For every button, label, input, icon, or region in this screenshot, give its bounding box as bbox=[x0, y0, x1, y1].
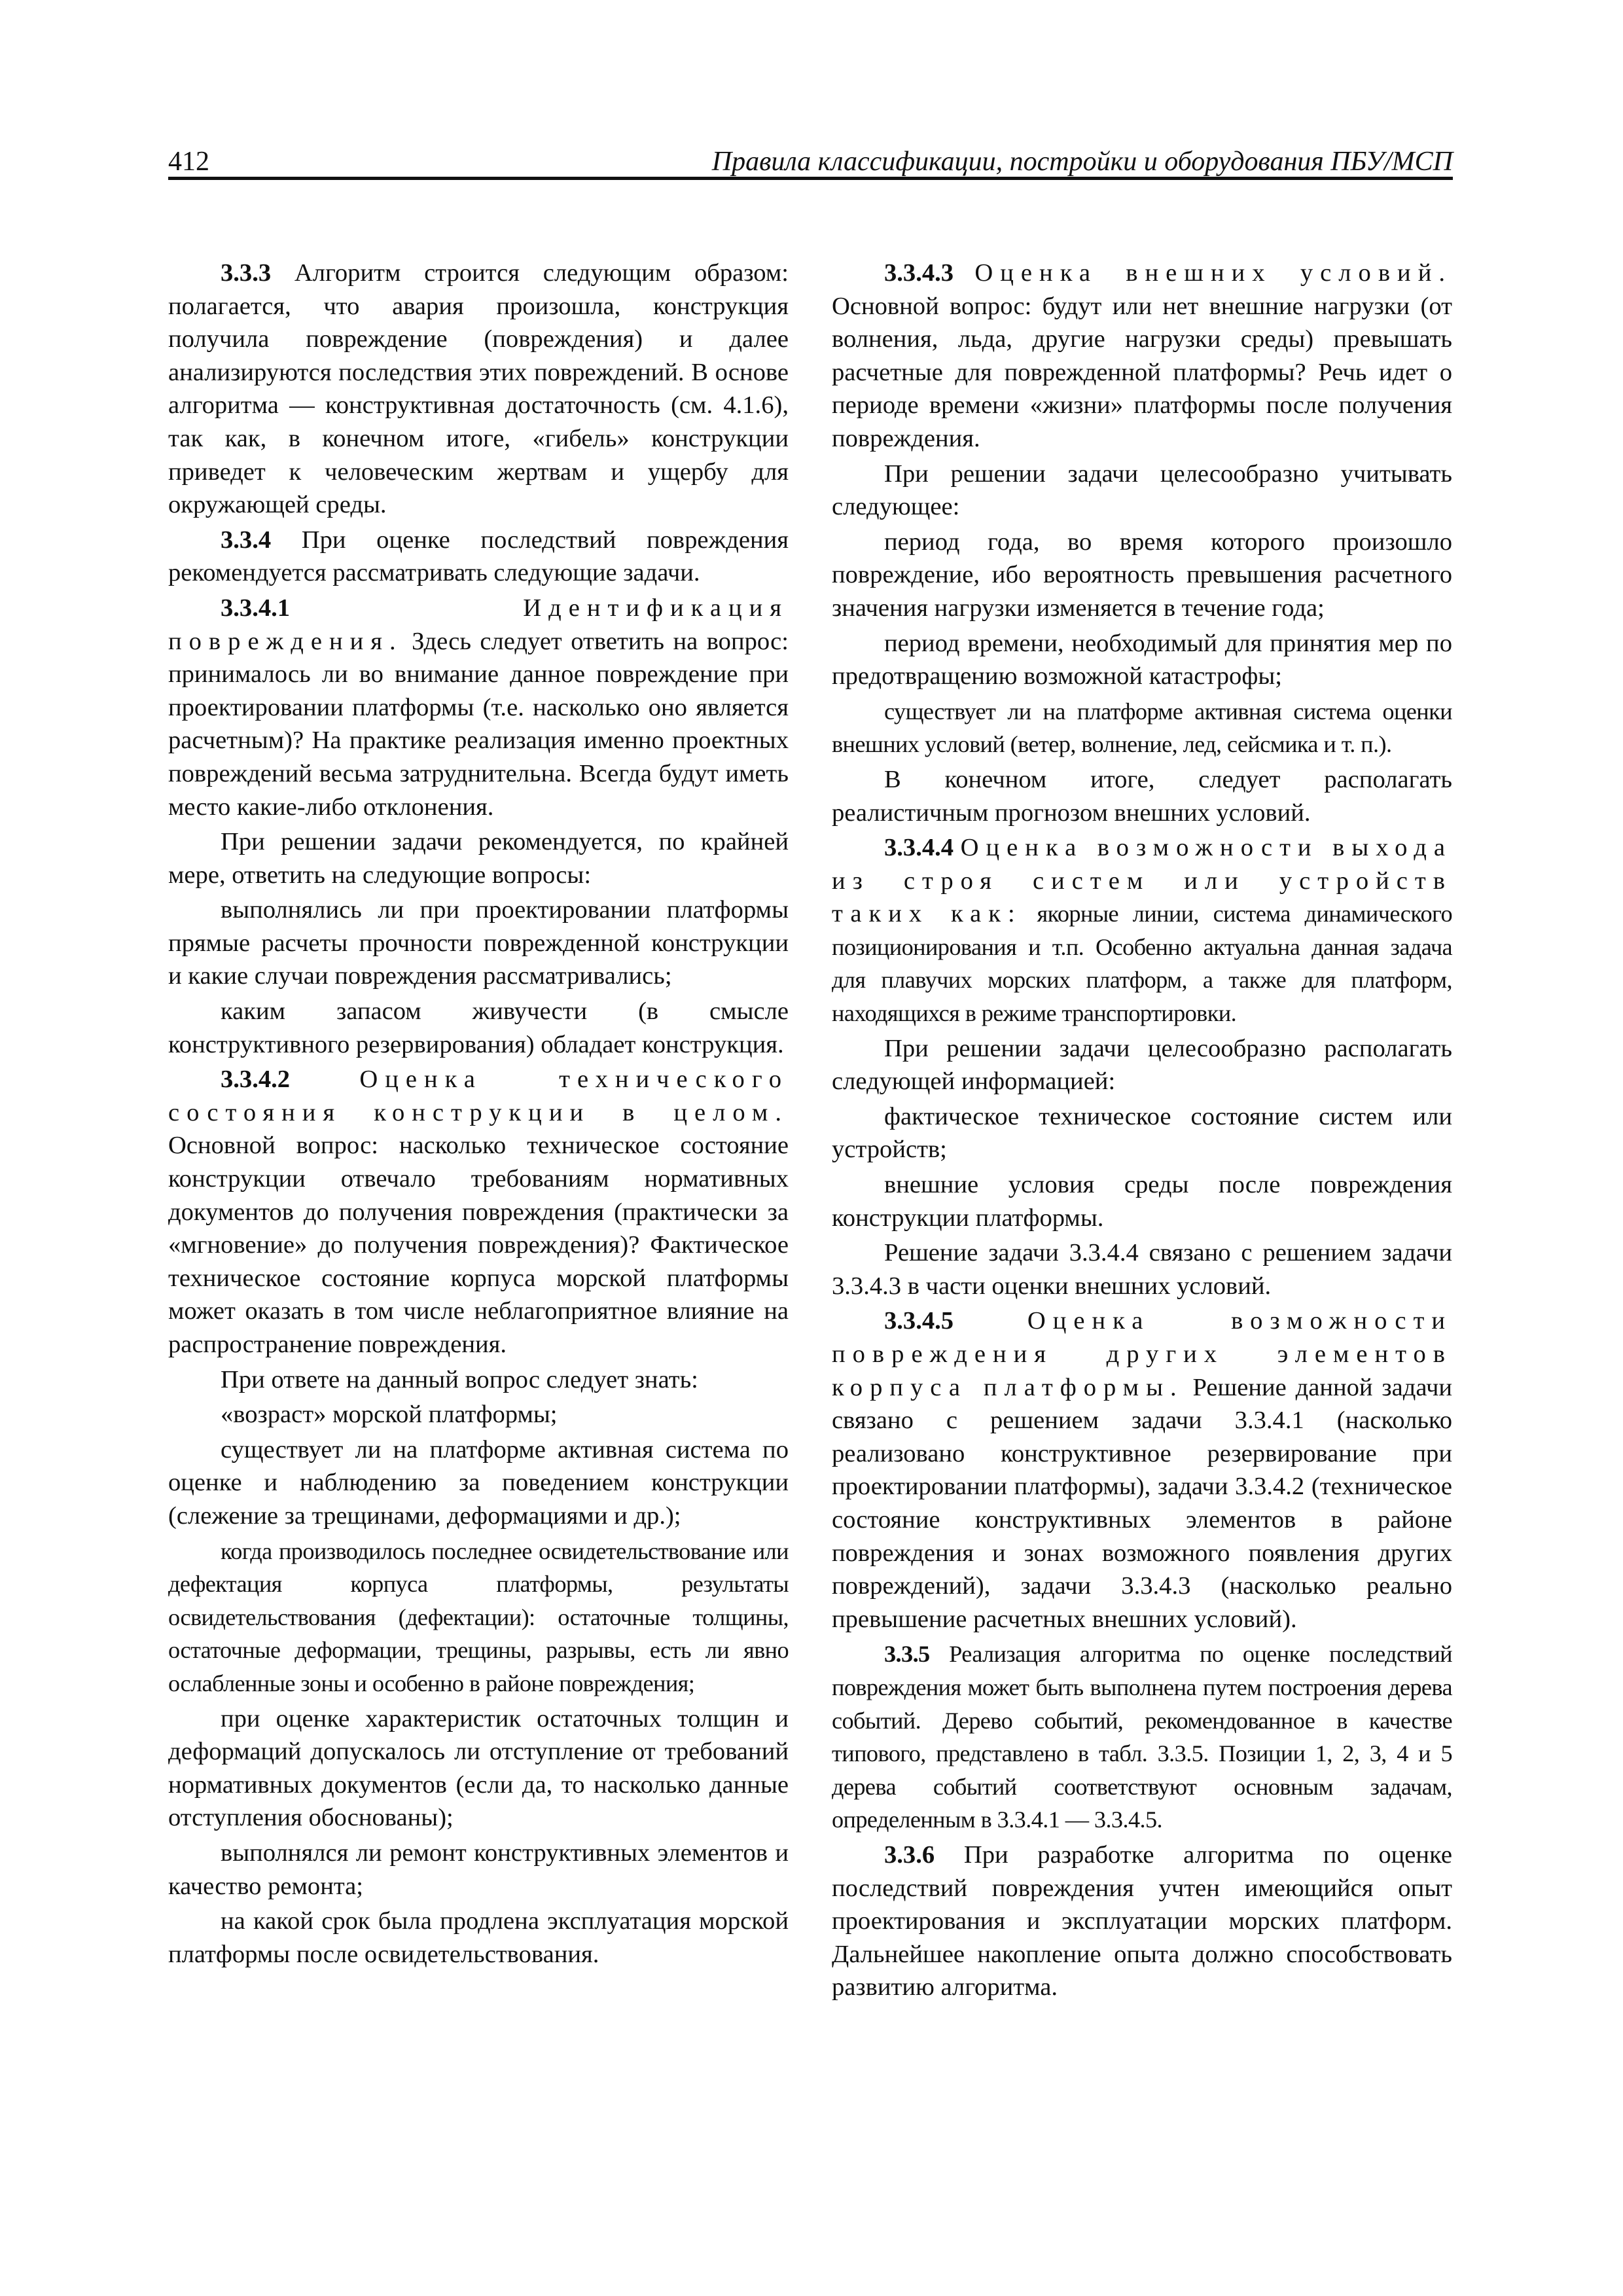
paragraph: При решении задачи целесообразно учитывать следующее: bbox=[832, 459, 1452, 521]
paragraph-3-3-4-1 bbox=[168, 592, 789, 823]
running-title: Правила классификации, постройки и оборудования ПБУ/МСП bbox=[711, 147, 1453, 177]
page-header bbox=[168, 141, 1453, 181]
clause-number: 3.3.4.4 bbox=[884, 834, 954, 862]
left-column bbox=[168, 257, 789, 1973]
clause-number: 3.3.6 bbox=[884, 1840, 935, 1869]
paragraph-text: Реализация алгоритма по оценке последствий повреждения может быть выполнена путем построения дерева событий. Дерево событий, рекомендованное в качестве типового, представлено в табл. 3.3.5. Позиции 1, 2, 3, 4 и 5 дерева событий соответствуют основным задачам, определенным в 3.3.4.1 — 3.3.4.5. bbox=[832, 1641, 1452, 1833]
paragraph-3-3-4-5 bbox=[832, 1304, 1452, 1636]
paragraph-3-3-6 bbox=[832, 1839, 1452, 2004]
clause-heading: Идентификация повреждения. bbox=[168, 594, 789, 655]
list-item: на какой срок была продлена эксплуатация морской платформы после освидетельствования. bbox=[168, 1907, 789, 1968]
paragraph-text: Основной вопрос: насколько техническое состояние конструкции отвечало требованиям нормативных документов до получения повреждения (практически за «мгновение» до получения повреждения)? Фактическое техническое состояние корпуса морской платформы может оказать в том числе неблагоприятное влияние на распространение повреждения. bbox=[168, 1132, 789, 1358]
list-item: при оценке характеристик остаточных толщин и деформаций допускалось ли отступление от требований нормативных документов (если да, то насколько данные отступления обоснованы); bbox=[168, 1704, 789, 1832]
page-number: 412 bbox=[168, 147, 209, 177]
clause-heading: Оценка внешних условий. bbox=[974, 259, 1452, 287]
list-item: когда производилось последнее освидетельствование или дефектация корпуса платформы, результаты освидетельствования (дефектации): остаточные толщины, остаточные деформации, трещины, разрывы, есть ли явно ослабленные зоны и особенно в районе повреждения; bbox=[168, 1537, 789, 1696]
clause-number: 3.3.4.1 bbox=[221, 594, 291, 622]
paragraph-text: Решение данной задачи связано с решением задачи 3.3.4.1 (насколько реализовано конструктивное резервирование при проектировании платформы), задачи 3.3.4.2 (техническое состояние конструктивных элементов в районе повреждения и зонах возможного появления других повреждений), задачи 3.3.4.3 (насколько реально превышение расчетных внешних условий). bbox=[832, 1373, 1452, 1633]
paragraph-text: якорные линии, система динамического позиционирования и т.п. Особенно актуальна данная задача для плавучих морских платформ, а также для платформ, находящихся в режиме транспортировки. bbox=[832, 901, 1452, 1027]
clause-heading: Оценка возможности повреждения других элементов корпуса платформы. bbox=[832, 1307, 1452, 1401]
paragraph-3-3-5 bbox=[832, 1638, 1452, 1837]
paragraph-text: Основной вопрос: будут или нет внешние нагрузки (от волнения, льда, другие нагрузки среды) превышать расчетные для поврежденной платформы? Речь идет о периоде времени «жизни» платформы после получения повреждения. bbox=[832, 292, 1452, 452]
clause-number: 3.3.3 bbox=[221, 259, 272, 287]
clause-heading: Оценка возможности выхода из строя систем или устройств таких как: bbox=[832, 834, 1452, 928]
paragraph-3-3-4-2 bbox=[168, 1063, 789, 1361]
list-item: период времени, необходимый для принятия мер по предотвращению возможной катастрофы; bbox=[832, 629, 1452, 691]
list-item: каким запасом живучести (в смысле конструктивного резервирования) обладает конструкция. bbox=[168, 997, 789, 1058]
list-item: внешние условия среды после повреждения конструкции платформы. bbox=[832, 1171, 1452, 1232]
clause-number: 3.3.4.3 bbox=[884, 259, 954, 287]
list-item: «возраст» морской платформы; bbox=[221, 1401, 558, 1429]
paragraph: Решение задачи 3.3.4.4 связано с решением задачи 3.3.4.3 в части оценки внешних условий. bbox=[832, 1239, 1452, 1300]
paragraph-3-3-3 bbox=[168, 257, 789, 522]
paragraph-text: Здесь следует ответить на вопрос: принималось ли во внимание данное повреждение при проектировании платформы (т.е. насколько оно является расчетным)? На практике реализация именно проектных повреждений весьма затруднительна. Всегда будут иметь место какие-либо отклонения. bbox=[168, 627, 789, 821]
paragraph-text: При разработке алгоритма по оценке последствий повреждения учтен имеющийся опыт проектирования и эксплуатации морских платформ. Дальнейшее накопление опыта должно способствовать развитию алгоритма. bbox=[832, 1840, 1452, 2001]
header-rule bbox=[168, 177, 1453, 180]
list-item: выполнялись ли при проектировании платформы прямые расчеты прочности поврежденной конструкции и какие случаи повреждения рассматривались; bbox=[168, 896, 789, 990]
list-item: выполнялся ли ремонт конструктивных элементов и качество ремонта; bbox=[168, 1839, 789, 1900]
clause-number: 3.3.5 bbox=[884, 1641, 930, 1668]
clause-number: 3.3.4.5 bbox=[884, 1307, 954, 1335]
right-column bbox=[832, 257, 1452, 2006]
paragraph: При ответе на данный вопрос следует знать: bbox=[221, 1365, 698, 1393]
list-item: существует ли на платформе активная система оценки внешних условий (ветер, волнение, лед, сейсмика и т. п.). bbox=[832, 698, 1452, 758]
paragraph-text: При оценке последствий повреждения рекомендуется рассматривать следующие задачи. bbox=[168, 526, 789, 587]
paragraph: При решении задачи целесообразно располагать следующей информацией: bbox=[832, 1034, 1452, 1096]
list-item: период года, во время которого произошло повреждение, ибо вероятность превышения расчетного значения нагрузки изменяется в течение года; bbox=[832, 528, 1452, 622]
list-item: существует ли на платформе активная система по оценке и наблюдению за поведением конструкции (слежение за трещинами, деформациями и др.); bbox=[168, 1435, 789, 1530]
paragraph: В конечном итоге, следует располагать реалистичным прогнозом внешних условий. bbox=[832, 765, 1452, 827]
clause-number: 3.3.4 bbox=[221, 526, 272, 554]
clause-number: 3.3.4.2 bbox=[221, 1066, 291, 1094]
paragraph-3-3-4 bbox=[168, 524, 789, 590]
paragraph-text: Алгоритм строится следующим образом: полагается, что авария произошла, конструкция получила повреждение (повреждения) и далее анализируются последствия этих повреждений. В основе алгоритма — конструктивная достаточность (см. 4.1.6), так как, в конечном итоге, «гибель» конструкции приведет к человеческим жертвам и ущербу для окружающей среды. bbox=[168, 259, 789, 519]
paragraph-3-3-4-3 bbox=[832, 257, 1452, 456]
list-item: фактическое техническое состояние систем или устройств; bbox=[832, 1102, 1452, 1164]
paragraph-3-3-4-4 bbox=[832, 831, 1452, 1030]
paragraph: При решении задачи рекомендуется, по крайней мере, ответить на следующие вопросы: bbox=[168, 828, 789, 889]
clause-heading: Оценка технического состояния конструкции в целом. bbox=[168, 1066, 789, 1126]
